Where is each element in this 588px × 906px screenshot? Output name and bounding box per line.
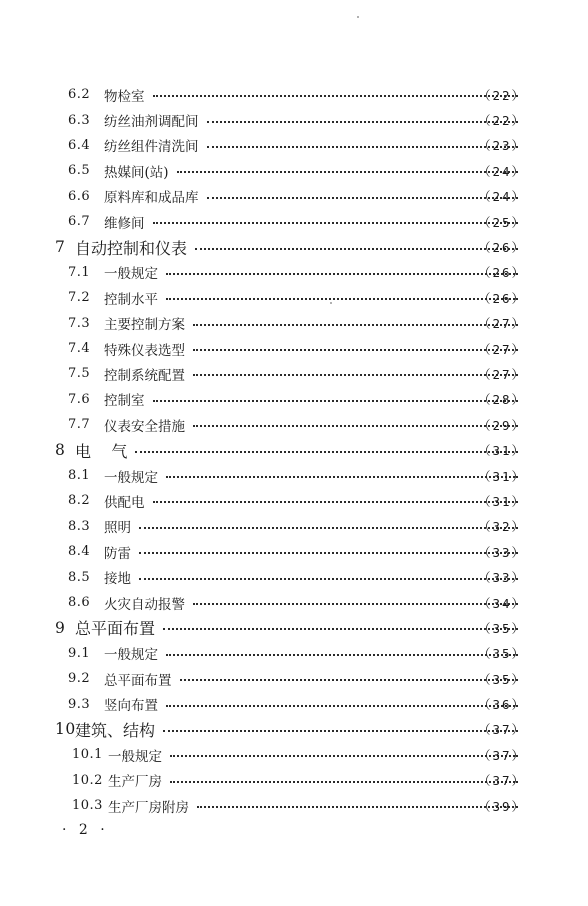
dot-leader [166, 475, 518, 478]
toc-section-row [0, 361, 588, 386]
toc-entry-page: （22） [477, 113, 526, 129]
toc-section-row [0, 590, 588, 615]
toc-entry-page: （29） [477, 417, 526, 433]
toc-section-row [0, 641, 588, 666]
toc-entry-number: 6.2 [68, 87, 91, 103]
toc-entry-title: 控制水平 [104, 291, 158, 308]
toc-entry-number: 8 [55, 441, 66, 460]
toc-entry-page: （26） [477, 290, 526, 306]
toc-section-row [0, 666, 588, 691]
toc-section-row [0, 285, 588, 310]
toc-section-row [0, 336, 588, 361]
toc-entry-page: （33） [477, 570, 526, 586]
toc-section-row [0, 742, 588, 767]
toc-entry-page: （39） [477, 798, 526, 814]
toc-section-row [0, 82, 588, 107]
dot-leader [139, 526, 518, 529]
toc-entry-title: 电 气 [75, 441, 128, 461]
toc-section-row [0, 311, 588, 336]
toc-entry-title: 主要控制方案 [104, 317, 185, 334]
toc-entry-page: （32） [477, 519, 526, 535]
toc-entry-page: （23） [477, 138, 526, 154]
toc-entry-page: （24） [477, 189, 526, 205]
dot-leader [166, 272, 518, 275]
toc-entry-number: 6.3 [68, 112, 91, 128]
toc-entry-number: 7.2 [68, 290, 91, 306]
dot-leader [166, 653, 518, 656]
toc-entry-page: （24） [477, 163, 526, 179]
toc-entry-number: 10.1 [72, 747, 103, 763]
toc-entry-number: 7.5 [68, 366, 91, 382]
toc-entry-title: 火灾自动报警 [104, 596, 185, 613]
toc-entry-number: 8.5 [68, 569, 91, 585]
toc-entry-number: 6.7 [68, 214, 91, 230]
toc-entry-title: 建筑、结构 [75, 720, 156, 740]
toc-entry-title: 防雷 [104, 545, 131, 562]
toc-entry-number: 9.2 [68, 671, 91, 687]
toc-entry-page: （37） [477, 747, 526, 763]
toc-chapter-row [0, 615, 588, 640]
toc-entry-title: 接地 [104, 571, 131, 588]
toc-entry-number: 7.4 [68, 341, 91, 357]
toc-entry-title: 供配电 [104, 494, 145, 511]
toc-chapter-row [0, 717, 588, 742]
toc-entry-title: 自动控制和仪表 [75, 238, 188, 258]
dot-leader [153, 221, 519, 224]
toc-entry-page: （22） [477, 87, 526, 103]
toc-section-row [0, 488, 588, 513]
toc-entry-number: 10.2 [72, 772, 103, 788]
toc-section-row [0, 691, 588, 716]
toc-entry-title: 仪表安全措施 [104, 418, 185, 435]
dot-leader [163, 729, 518, 732]
toc-entry-title: 热媒间(站) [104, 164, 169, 181]
dot-leader [193, 323, 518, 326]
toc-entry-title: 控制系统配置 [104, 367, 185, 384]
toc-entry-page: （34） [477, 595, 526, 611]
toc-entry-number: 6.6 [68, 188, 91, 204]
toc-entry-title: 生产厂房附房 [108, 799, 189, 816]
dot-leader [207, 145, 519, 148]
toc-entry-title: 一般规定 [104, 469, 158, 486]
toc-section-row [0, 768, 588, 793]
toc-entry-number: 8.6 [68, 595, 91, 610]
toc-entry-number: 7.3 [68, 315, 91, 331]
toc-entry-number: 10 [55, 720, 76, 739]
toc-section-row [0, 184, 588, 209]
table-of-contents [0, 82, 588, 818]
toc-entry-title: 一般规定 [104, 647, 158, 664]
dot-leader [163, 627, 518, 630]
toc-section-row [0, 209, 588, 234]
dot-leader [193, 373, 518, 376]
scan-speck [330, 302, 332, 304]
toc-entry-page: （28） [477, 392, 526, 408]
toc-entry-number: 7 [55, 238, 66, 257]
toc-entry-title: 照明 [104, 520, 131, 537]
toc-entry-number: 7.7 [68, 417, 91, 433]
toc-section-row [0, 514, 588, 539]
toc-entry-title: 控制室 [104, 393, 145, 410]
toc-entry-page: （31） [477, 468, 526, 484]
dot-leader [195, 247, 518, 250]
toc-chapter-row [0, 234, 588, 259]
dot-leader [193, 602, 518, 605]
toc-entry-page: （35） [477, 620, 526, 636]
toc-entry-title: 一般规定 [108, 748, 162, 765]
toc-entry-page: （33） [477, 544, 526, 560]
scan-speck [357, 16, 359, 18]
toc-section-row [0, 564, 588, 589]
dot-leader [166, 704, 518, 707]
toc-section-row [0, 387, 588, 412]
toc-entry-page: （26） [477, 240, 526, 256]
toc-entry-number: 7.6 [68, 391, 91, 407]
dot-leader [197, 805, 518, 808]
dot-leader [166, 297, 518, 300]
toc-entry-page: （25） [477, 214, 526, 230]
toc-entry-title: 物检室 [104, 88, 145, 105]
toc-entry-page: （31） [477, 493, 526, 509]
toc-section-row [0, 539, 588, 564]
toc-section-row [0, 260, 588, 285]
dot-leader [153, 94, 519, 97]
toc-entry-number: 7.1 [68, 264, 91, 280]
toc-section-row [0, 158, 588, 183]
dot-leader [139, 577, 518, 580]
toc-entry-title: 总平面布置 [104, 672, 172, 689]
toc-entry-page: （35） [477, 646, 526, 662]
toc-entry-number: 9 [55, 618, 66, 637]
toc-entry-title: 生产厂房 [108, 774, 162, 791]
dot-leader [177, 170, 518, 173]
dot-leader [139, 551, 518, 554]
toc-entry-page: （37） [477, 773, 526, 789]
toc-entry-number: 8.3 [68, 518, 91, 534]
dot-leader [170, 754, 518, 757]
toc-entry-page: （31） [477, 443, 526, 459]
toc-section-row [0, 412, 588, 437]
toc-entry-page: （27） [477, 316, 526, 332]
page-number: · 2 · [62, 822, 109, 838]
toc-entry-number: 6.4 [68, 137, 91, 153]
toc-section-row [0, 107, 588, 132]
toc-entry-number: 10.3 [72, 798, 103, 814]
toc-entry-title: 一般规定 [104, 266, 158, 283]
toc-entry-page: （26） [477, 265, 526, 281]
toc-entry-page: （36） [477, 697, 526, 713]
toc-chapter-row [0, 437, 588, 462]
dot-leader [180, 678, 519, 681]
toc-entry-title: 特殊仪表选型 [104, 342, 185, 359]
toc-entry-title: 总平面布置 [75, 619, 156, 639]
toc-entry-title: 竖向布置 [104, 698, 158, 715]
toc-entry-number: 8.4 [68, 544, 91, 560]
toc-entry-number: 9.3 [68, 696, 91, 712]
toc-entry-number: 9.1 [68, 645, 91, 661]
toc-section-row [0, 463, 588, 488]
toc-entry-page: （35） [477, 671, 526, 687]
toc-entry-page: （37） [477, 722, 526, 738]
dot-leader [135, 450, 518, 453]
dot-leader [170, 780, 518, 783]
toc-entry-title: 维修间 [104, 215, 145, 232]
dot-leader [153, 500, 519, 503]
toc-entry-title: 纺丝油剂调配间 [104, 114, 199, 131]
toc-entry-page: （27） [477, 366, 526, 382]
dot-leader [193, 424, 518, 427]
toc-section-row [0, 133, 588, 158]
dot-leader [193, 348, 518, 351]
dot-leader [207, 120, 519, 123]
toc-section-row [0, 793, 588, 818]
toc-entry-page: （27） [477, 341, 526, 357]
toc-entry-number: 8.2 [68, 493, 91, 509]
toc-entry-number: 8.1 [68, 468, 91, 484]
toc-entry-title: 纺丝组件清洗间 [104, 139, 199, 156]
toc-entry-number: 6.5 [68, 163, 91, 179]
toc-entry-title: 原料库和成品库 [104, 190, 199, 207]
dot-leader [207, 196, 519, 199]
dot-leader [153, 399, 519, 402]
